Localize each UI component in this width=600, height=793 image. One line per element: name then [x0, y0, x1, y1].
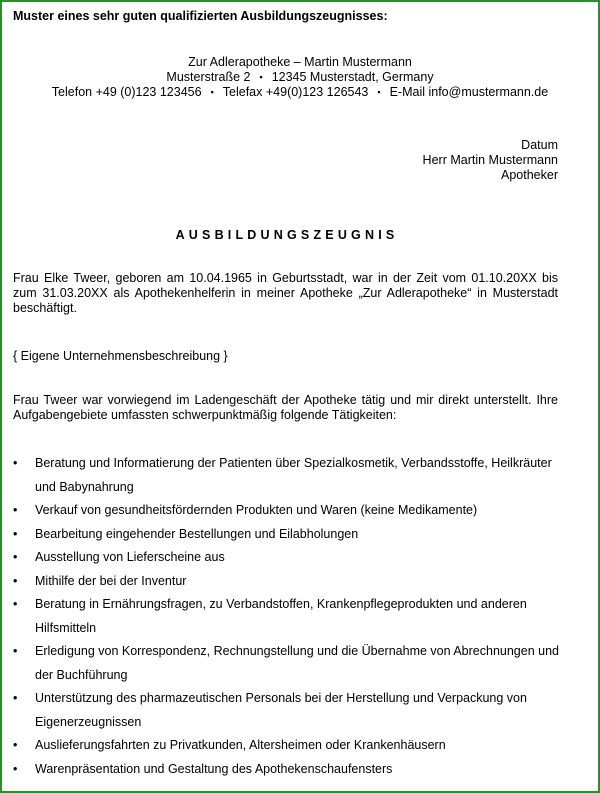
list-item	[13, 523, 573, 547]
task-text: Beratung in Ernährungsfragen, zu Verbandstoffen, Krankenpflegeprodukten und anderen Hilfsmitteln	[35, 597, 527, 635]
intro-paragraph: Frau Elke Tweer, geboren am 10.04.1965 in Geburtsstadt, war in der Zeit vom 01.10.20XX bis zum 31.03.20XX als Apothekenhelferin in meiner Apotheke „Zur Adlerapotheke“ in Musterstadt beschäftigt.	[13, 271, 558, 315]
letterhead-street: Musterstraße 2	[166, 70, 251, 84]
separator-icon: ▪	[210, 87, 214, 97]
task-text: Unterstützung des pharmazeutischen Personals bei der Herstellung und Verpackung von Eigenerzeugnissen	[35, 691, 527, 729]
duties-intro-paragraph: Frau Tweer war vorwiegend im Ladengeschäft der Apotheke tätig und mir direkt unterstellt. Ihre Aufgabengebiete umfassten schwerpunktmäßig folgende Tätigkeiten:	[13, 393, 558, 422]
list-item	[13, 593, 573, 640]
bullet-icon: •	[13, 691, 18, 705]
task-text: Mithilfe der bei der Inventur	[35, 573, 187, 588]
letterhead-contact	[2, 85, 598, 99]
list-item	[13, 570, 573, 594]
bullet-icon: •	[13, 761, 18, 776]
task-text: Erledigung von Korrespondenz, Rechnungstellung und die Übernahme von Abrechnungen und der Buchführung	[35, 644, 559, 682]
bullet-icon: •	[13, 644, 18, 658]
bullet-icon: •	[13, 526, 18, 541]
letterhead-phone: Telefon +49 (0)123 123456	[51, 85, 202, 99]
task-text: Verkauf von gesundheitsfördernden Produkten und Waren (keine Medikamente)	[35, 503, 478, 517]
document-heading: AUSBILDUNGSZEUGNIS	[175, 228, 399, 242]
list-item	[13, 499, 573, 523]
bullet-icon: •	[13, 456, 18, 470]
bullet-icon: •	[13, 738, 18, 752]
company-description-placeholder: { Eigene Unternehmensbeschreibung }	[13, 349, 228, 363]
task-text: Bearbeitung eingehender Bestellungen und Eilabholungen	[35, 526, 359, 541]
separator-icon: ▪	[259, 72, 263, 82]
bullet-icon: •	[13, 597, 18, 611]
list-item	[13, 734, 573, 758]
task-text: Auslieferungsfahrten zu Privatkunden, Altersheimen oder Krankenhäusern	[35, 738, 446, 752]
list-item	[13, 452, 573, 499]
page-title: Muster eines sehr guten qualifizierten Ausbildungszeugnisses:	[13, 9, 388, 23]
signature-role: Apotheker	[501, 168, 558, 182]
letterhead-city: 12345 Musterstadt, Germany	[271, 70, 434, 84]
letterhead-address	[2, 70, 598, 84]
list-item	[13, 687, 573, 734]
list-item	[13, 758, 573, 782]
letterhead-email: E-Mail info@mustermann.de	[389, 85, 549, 99]
signature-date: Datum	[521, 138, 558, 152]
list-item	[13, 546, 573, 570]
list-item	[13, 640, 573, 687]
task-text: Ausstellung von Lieferscheine aus	[35, 550, 225, 564]
letterhead-company: Zur Adlerapotheke – Martin Mustermann	[188, 55, 412, 69]
task-text: Beratung und Informatierung der Patienten über Spezialkosmetik, Verbandsstoffe, Heilkräuter und Babynahrung	[35, 456, 552, 494]
signature-name: Herr Martin Mustermann	[422, 153, 558, 167]
task-text: Warenpräsentation und Gestaltung des Apothekenschaufensters	[35, 761, 393, 776]
bullet-icon: •	[13, 550, 18, 564]
separator-icon: ▪	[377, 87, 381, 97]
bullet-icon: •	[13, 503, 18, 517]
bullet-icon: •	[13, 573, 18, 588]
task-list	[13, 452, 573, 781]
letterhead-fax: Telefax +49(0)123 126543	[222, 85, 369, 99]
